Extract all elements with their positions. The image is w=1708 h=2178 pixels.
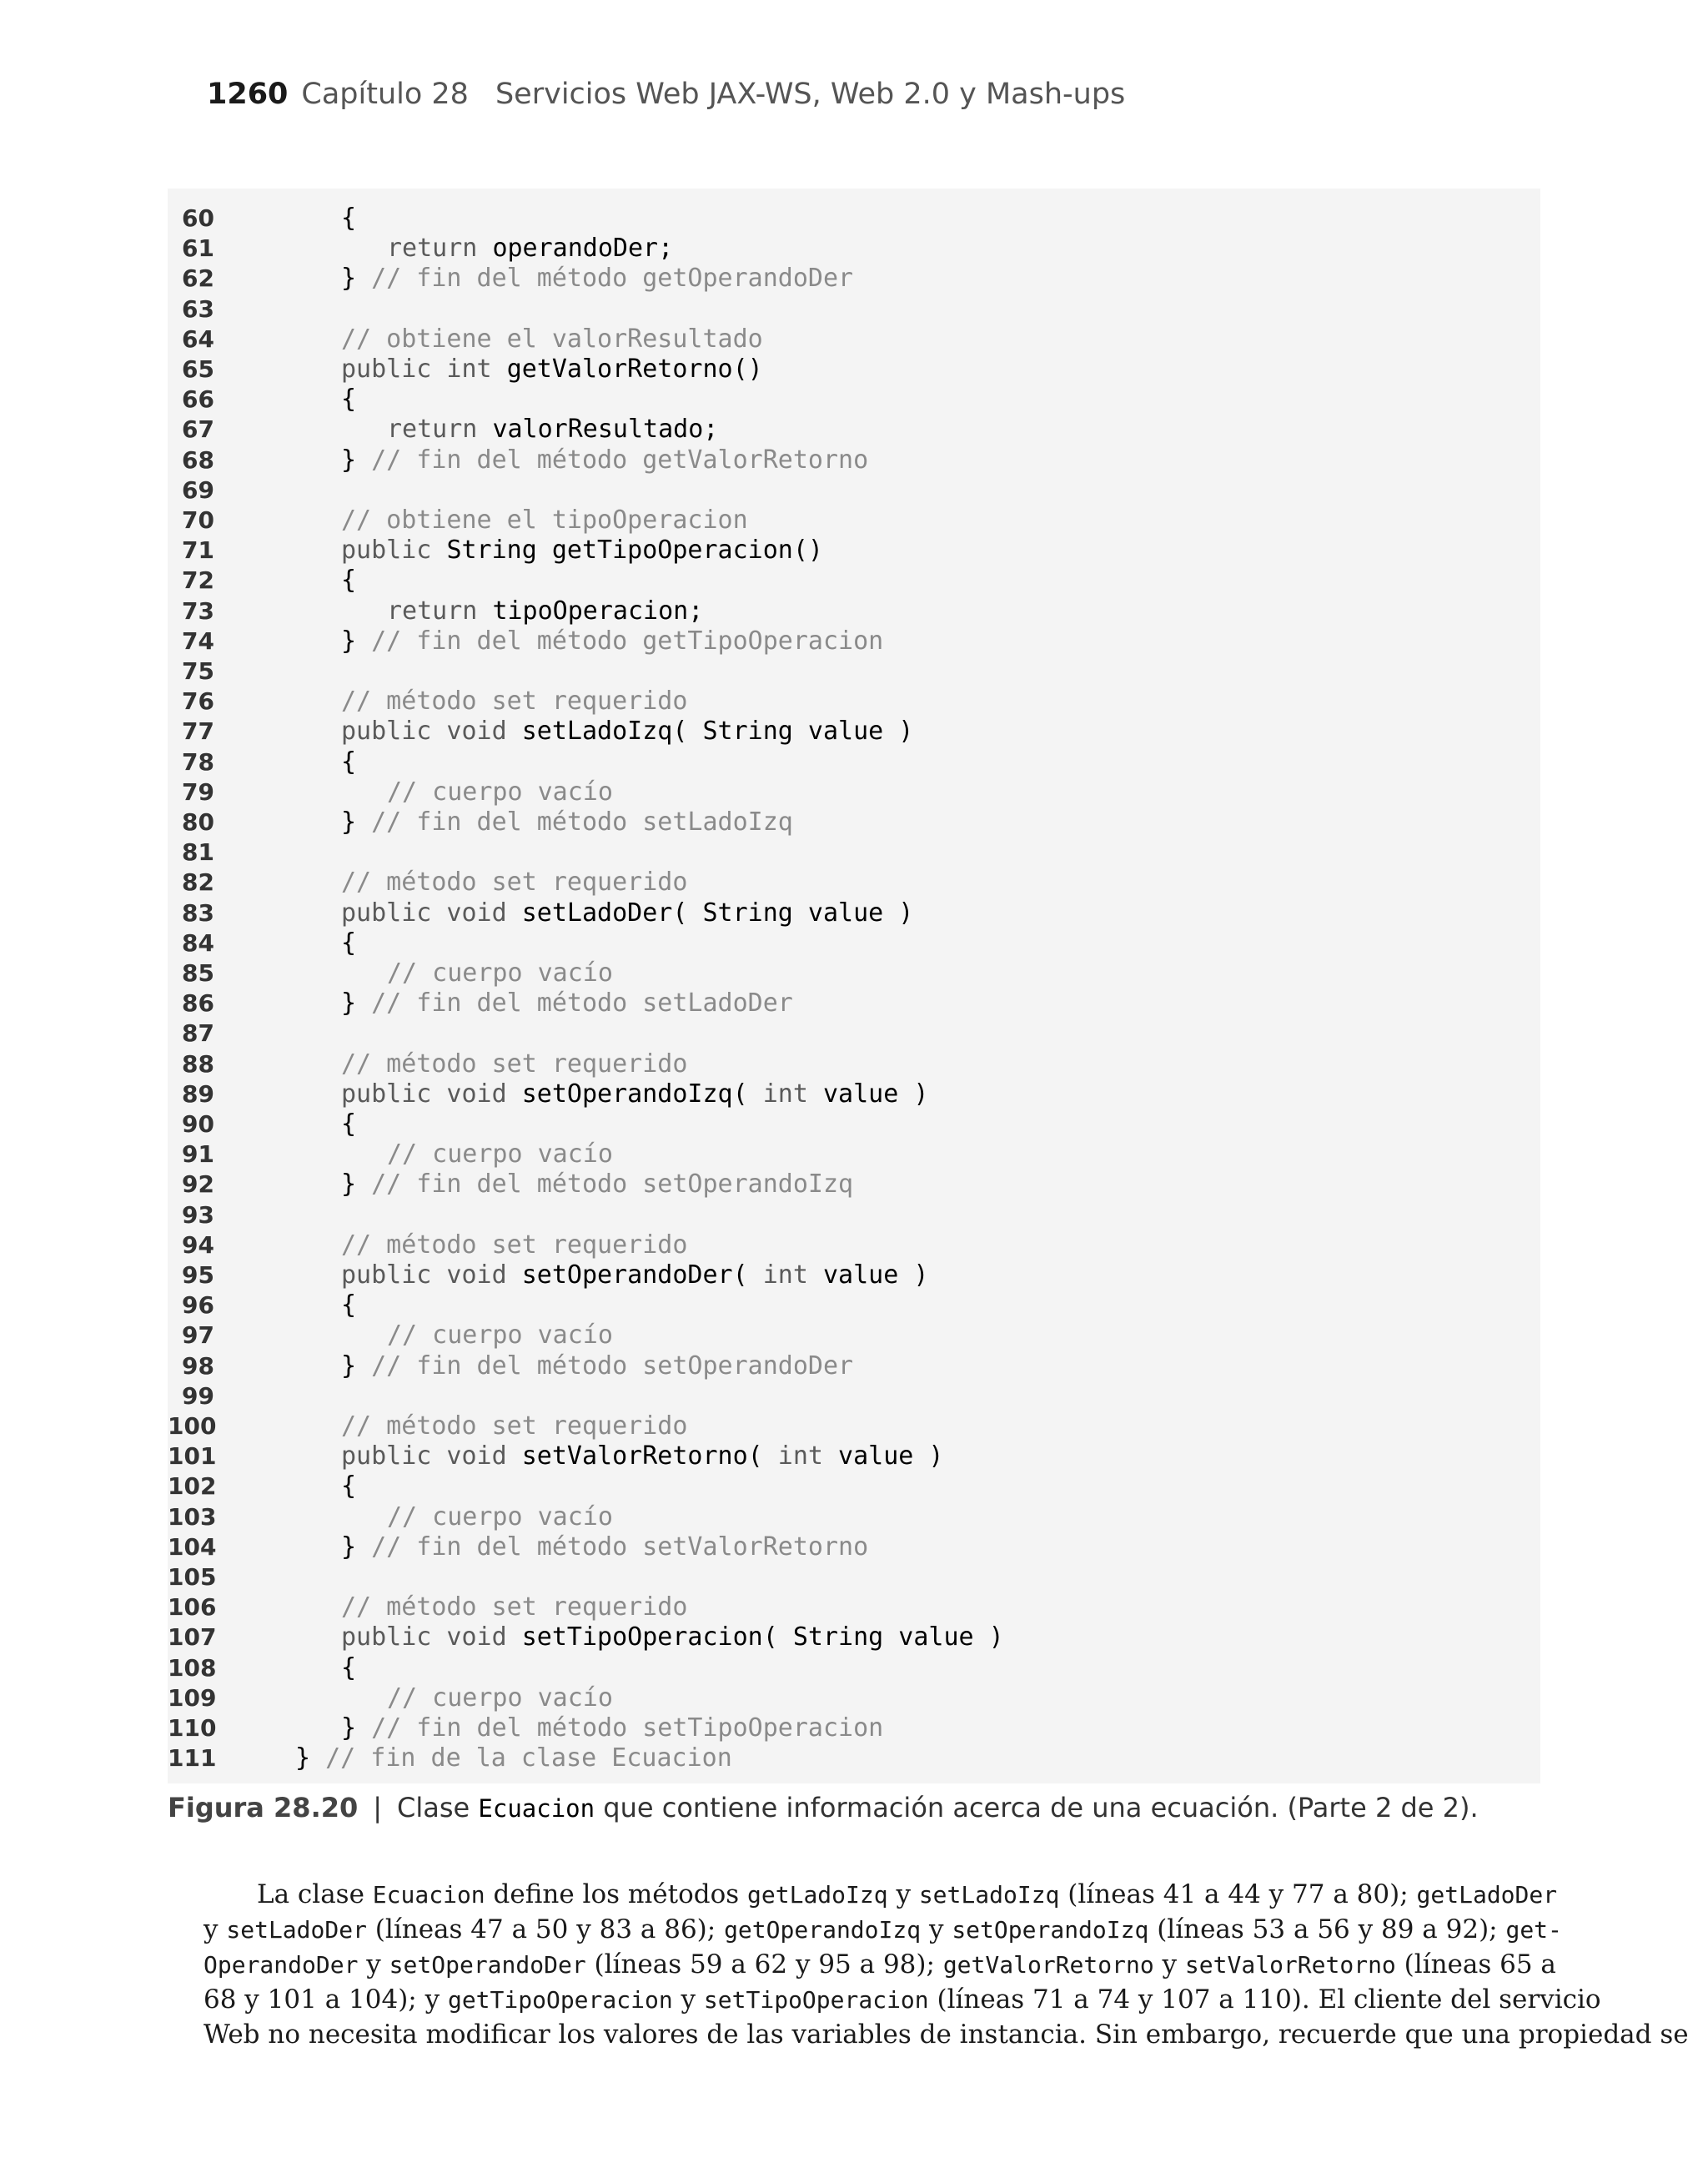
code-listing xyxy=(168,189,1540,1783)
line-number: 97 xyxy=(182,1321,214,1350)
code-token: setLadoIzq( String value ) xyxy=(521,717,914,747)
code-comment: // fin del método setValorRetorno xyxy=(371,1532,869,1562)
code-text xyxy=(341,988,793,1019)
code-comment: // fin del método setOperandoIzq xyxy=(371,1169,854,1200)
line-number: 108 xyxy=(168,1653,217,1682)
code-token: } xyxy=(341,1351,372,1381)
inline-text: y xyxy=(887,1879,919,1909)
inline-code: getLadoIzq xyxy=(747,1881,888,1909)
code-line xyxy=(168,324,1540,355)
code-line xyxy=(168,1260,1540,1290)
code-text xyxy=(387,234,673,264)
line-number: 69 xyxy=(182,475,214,504)
code-token: setTipoOperacion( String value ) xyxy=(521,1622,1004,1652)
inline-text: y xyxy=(1153,1949,1185,1979)
line-number: 98 xyxy=(182,1351,214,1380)
inline-text: (líneas 47 a 50 y 83 a 86); xyxy=(366,1914,725,1944)
code-token: setLadoDer( String value ) xyxy=(521,898,914,928)
code-token: { xyxy=(341,928,357,958)
inline-code: setLadoIzq xyxy=(918,1881,1060,1909)
code-line xyxy=(168,807,1540,837)
inline-code: setTipoOperacion xyxy=(703,1986,929,2014)
code-keyword: public void xyxy=(341,1441,522,1471)
line-number: 81 xyxy=(182,838,214,867)
line-number: 74 xyxy=(182,626,214,655)
inline-code: setOperandoIzq xyxy=(952,1916,1149,1944)
line-number: 76 xyxy=(182,687,214,716)
line-number: 100 xyxy=(168,1412,217,1440)
code-line xyxy=(168,1532,1540,1562)
inline-code: setOperandoDer xyxy=(389,1951,586,1979)
code-keyword: int xyxy=(762,1079,823,1109)
code-line xyxy=(168,1411,1540,1441)
code-comment: // cuerpo vacío xyxy=(387,958,613,988)
code-text xyxy=(341,264,853,294)
code-text xyxy=(387,596,703,626)
code-text xyxy=(341,1230,687,1260)
code-comment: // fin del método setOperandoDer xyxy=(371,1351,854,1381)
code-line xyxy=(168,1169,1540,1200)
code-text xyxy=(341,1713,883,1743)
code-line xyxy=(168,898,1540,928)
line-number: 95 xyxy=(182,1261,214,1289)
line-number: 87 xyxy=(182,1019,214,1048)
line-number: 94 xyxy=(182,1230,214,1259)
code-comment: // fin de la clase Ecuacion xyxy=(325,1743,732,1773)
code-line xyxy=(168,415,1540,445)
paragraph-line xyxy=(203,2017,1689,2052)
code-token: { xyxy=(341,566,357,596)
line-number: 60 xyxy=(182,204,214,232)
code-token: } xyxy=(341,807,372,837)
code-line xyxy=(168,687,1540,717)
line-number: 78 xyxy=(182,747,214,776)
inline-text: (líneas 59 a 62 y 95 a 98); xyxy=(585,1949,943,1979)
line-number: 92 xyxy=(182,1170,214,1199)
line-number: 93 xyxy=(182,1200,214,1229)
line-number: 72 xyxy=(182,566,214,595)
code-text xyxy=(341,626,883,656)
inline-code: getTipoOperacion xyxy=(447,1986,673,2014)
code-token: { xyxy=(341,1652,357,1683)
code-token: } xyxy=(341,626,372,656)
code-line xyxy=(168,717,1540,747)
line-number: 96 xyxy=(182,1291,214,1320)
code-text xyxy=(341,717,913,747)
code-line xyxy=(168,656,1540,687)
line-number: 99 xyxy=(182,1381,214,1410)
line-number: 71 xyxy=(182,536,214,565)
inline-text: (líneas 53 a 56 y 89 a 92); xyxy=(1148,1914,1506,1944)
code-line xyxy=(168,506,1540,536)
code-keyword: int xyxy=(762,1260,823,1290)
line-number: 101 xyxy=(168,1442,217,1471)
code-text xyxy=(387,777,613,807)
code-keyword: public void xyxy=(341,1260,522,1290)
code-text xyxy=(341,1290,356,1320)
line-number: 62 xyxy=(182,264,214,293)
code-token: String getTipoOperacion() xyxy=(446,536,823,566)
code-token: { xyxy=(341,747,357,777)
code-text xyxy=(341,687,687,717)
code-token: value ) xyxy=(822,1079,929,1109)
code-token: } xyxy=(341,988,372,1019)
code-comment: // fin del método getOperandoDer xyxy=(371,264,854,294)
code-line xyxy=(168,596,1540,626)
line-number: 90 xyxy=(182,1110,214,1138)
code-token: { xyxy=(341,204,357,233)
code-keyword: public void xyxy=(341,898,522,928)
code-text xyxy=(387,415,718,445)
code-comment: // cuerpo vacío xyxy=(387,1320,613,1351)
code-text xyxy=(341,385,356,415)
code-line xyxy=(168,1230,1540,1260)
code-text xyxy=(341,536,823,566)
code-line xyxy=(168,958,1540,988)
line-number: 111 xyxy=(168,1744,217,1773)
code-line xyxy=(168,1290,1540,1320)
inline-text: y xyxy=(672,1984,704,2015)
inline-text: La clase xyxy=(257,1879,373,1909)
code-text xyxy=(387,1502,613,1532)
line-number: 64 xyxy=(182,324,214,353)
code-comment: // método set requerido xyxy=(341,1230,688,1260)
code-token: operandoDer; xyxy=(492,234,674,264)
code-line xyxy=(168,988,1540,1019)
code-keyword: return xyxy=(387,234,493,264)
line-number: 86 xyxy=(182,989,214,1018)
line-number: 75 xyxy=(182,657,214,685)
code-text xyxy=(341,204,356,234)
code-comment: // método set requerido xyxy=(341,1411,688,1441)
code-line xyxy=(168,1441,1540,1471)
code-text xyxy=(341,566,356,596)
code-keyword: public xyxy=(341,536,447,566)
line-number: 61 xyxy=(182,234,214,263)
code-text xyxy=(341,747,356,777)
code-token: } xyxy=(341,264,372,294)
code-line xyxy=(168,475,1540,506)
line-number: 88 xyxy=(182,1049,214,1078)
code-keyword: public void xyxy=(341,1079,522,1109)
paragraph-line xyxy=(203,1982,1601,2017)
inline-text: Web no necesita modificar los valores de las variables de instancia. Sin embargo, recuerde que una propiedad se xyxy=(203,2020,1689,2050)
code-keyword: public void xyxy=(341,1622,522,1652)
line-number: 107 xyxy=(168,1623,217,1652)
code-line xyxy=(168,1653,1540,1683)
code-text xyxy=(341,1351,853,1381)
line-number: 77 xyxy=(182,717,214,746)
page-number: 1260 xyxy=(207,78,289,111)
inline-text: y xyxy=(921,1914,952,1944)
line-number: 89 xyxy=(182,1079,214,1108)
inline-code: getValorRetorno xyxy=(942,1951,1154,1979)
inline-code: setLadoDer xyxy=(226,1916,367,1944)
code-line xyxy=(168,626,1540,656)
code-line xyxy=(168,1562,1540,1592)
code-token: valorResultado; xyxy=(492,415,719,445)
code-token: tipoOperacion; xyxy=(492,596,704,626)
code-text xyxy=(341,1049,687,1079)
paragraph-line xyxy=(203,1912,1562,1947)
code-line xyxy=(168,536,1540,566)
line-number: 66 xyxy=(182,385,214,414)
code-line xyxy=(168,777,1540,807)
code-line xyxy=(168,1049,1540,1079)
code-keyword: public int xyxy=(341,355,507,384)
inline-text: (líneas 71 a 74 y 107 a 110). El cliente del servicio xyxy=(928,1984,1601,2015)
code-text xyxy=(341,1653,356,1683)
code-comment: // método set requerido xyxy=(341,687,688,717)
code-text xyxy=(341,807,793,837)
code-text xyxy=(341,1411,687,1441)
code-comment: // método set requerido xyxy=(341,1592,688,1622)
code-text xyxy=(387,958,613,988)
inline-text: y xyxy=(358,1949,389,1979)
code-text xyxy=(341,928,356,958)
inline-text: (líneas 41 a 44 y 77 a 80); xyxy=(1059,1879,1417,1909)
code-line xyxy=(168,264,1540,294)
code-comment: // obtiene el tipoOperacion xyxy=(341,506,748,535)
figure-label: Figura 28.20 xyxy=(168,1792,359,1823)
code-token: } xyxy=(341,1532,372,1562)
code-line xyxy=(168,1471,1540,1501)
body-paragraph xyxy=(203,1877,1689,2052)
code-text xyxy=(341,445,868,475)
code-line xyxy=(168,1019,1540,1049)
code-line xyxy=(168,1351,1540,1381)
code-line xyxy=(168,355,1540,385)
code-token: { xyxy=(341,1471,357,1501)
caption-separator: | xyxy=(373,1792,383,1823)
code-comment: // método set requerido xyxy=(341,868,688,898)
code-comment: // obtiene el valorResultado xyxy=(341,324,763,354)
code-line xyxy=(168,445,1540,475)
code-line xyxy=(168,566,1540,596)
code-comment: // cuerpo vacío xyxy=(387,1683,613,1713)
code-line xyxy=(168,1109,1540,1139)
code-comment: // fin del método setLadoDer xyxy=(371,988,793,1019)
code-line xyxy=(168,928,1540,958)
code-comment: // método set requerido xyxy=(341,1049,688,1079)
code-token: { xyxy=(341,1109,357,1139)
code-line xyxy=(168,1683,1540,1713)
line-number: 106 xyxy=(168,1593,217,1622)
code-comment: // cuerpo vacío xyxy=(387,1501,613,1532)
code-token: { xyxy=(341,385,357,415)
code-token: value ) xyxy=(838,1441,944,1471)
line-number: 105 xyxy=(168,1563,217,1591)
code-text xyxy=(341,1622,1004,1652)
inline-text: y xyxy=(203,1914,227,1944)
code-line xyxy=(168,1713,1540,1743)
code-keyword: return xyxy=(387,596,493,626)
inline-code: getOperandoIzq xyxy=(724,1916,922,1944)
line-number: 102 xyxy=(168,1472,217,1501)
code-text xyxy=(341,1592,687,1622)
line-number: 65 xyxy=(182,355,214,383)
code-text xyxy=(341,324,763,355)
code-text xyxy=(341,1471,356,1501)
code-line xyxy=(168,294,1540,324)
code-token: } xyxy=(295,1743,326,1773)
line-number: 73 xyxy=(182,596,214,625)
code-line xyxy=(168,1743,1540,1773)
code-comment: // cuerpo vacío xyxy=(387,777,613,807)
inline-code: getLadoDer xyxy=(1416,1881,1558,1909)
caption-class-name: Ecuacion xyxy=(478,1794,595,1823)
code-token: } xyxy=(341,445,372,475)
line-number: 79 xyxy=(182,777,214,806)
code-line xyxy=(168,1622,1540,1652)
code-comment: // fin del método setTipoOperacion xyxy=(371,1713,884,1743)
figure-caption xyxy=(168,1792,1479,1830)
code-line xyxy=(168,747,1540,777)
inline-text: (líneas 65 a xyxy=(1395,1949,1556,1979)
code-text xyxy=(341,1441,943,1471)
code-line xyxy=(168,1502,1540,1532)
line-number: 110 xyxy=(168,1714,217,1742)
code-text xyxy=(387,1320,613,1351)
code-line xyxy=(168,234,1540,264)
code-text xyxy=(341,898,913,928)
code-line xyxy=(168,1079,1540,1109)
line-number: 67 xyxy=(182,415,214,444)
code-token: { xyxy=(341,1290,357,1320)
code-token: value ) xyxy=(822,1260,929,1290)
code-comment: // fin del método getValorRetorno xyxy=(371,445,869,475)
code-comment: // fin del método getTipoOperacion xyxy=(371,626,884,656)
code-line xyxy=(168,385,1540,415)
code-text xyxy=(341,355,763,385)
line-number: 80 xyxy=(182,808,214,836)
line-number: 63 xyxy=(182,294,214,323)
code-line xyxy=(168,1320,1540,1351)
line-number: 70 xyxy=(182,506,214,534)
code-line xyxy=(168,868,1540,898)
line-number: 91 xyxy=(182,1140,214,1169)
paragraph-line xyxy=(203,1947,1556,1982)
code-token: } xyxy=(341,1169,372,1200)
code-text xyxy=(341,506,748,536)
code-line xyxy=(168,1139,1540,1169)
inline-code: setValorRetorno xyxy=(1184,1951,1396,1979)
line-number: 83 xyxy=(182,898,214,927)
running-head xyxy=(207,78,1125,119)
line-number: 85 xyxy=(182,959,214,987)
code-text xyxy=(341,1079,928,1109)
inline-text: define los métodos xyxy=(485,1879,748,1909)
code-line xyxy=(168,1381,1540,1411)
caption-text-before: Clase xyxy=(397,1792,479,1823)
line-number: 109 xyxy=(168,1683,217,1712)
code-line xyxy=(168,204,1540,234)
inline-code: OperandoDer xyxy=(203,1951,359,1979)
code-keyword: return xyxy=(387,415,493,445)
code-text xyxy=(295,1743,732,1773)
chapter-label: Capítulo 28 xyxy=(301,78,469,111)
code-token: getValorRetorno() xyxy=(506,355,763,384)
code-line xyxy=(168,837,1540,868)
code-token: setOperandoIzq( xyxy=(521,1079,763,1109)
inline-code: Ecuacion xyxy=(372,1881,485,1909)
code-text xyxy=(341,1109,356,1139)
paragraph-line xyxy=(203,1877,1558,1912)
code-keyword: public void xyxy=(341,717,522,747)
line-number: 84 xyxy=(182,928,214,957)
inline-code: get- xyxy=(1505,1916,1562,1944)
code-text xyxy=(387,1139,613,1169)
code-comment: // cuerpo vacío xyxy=(387,1139,613,1169)
code-text xyxy=(341,1260,928,1290)
inline-text: 68 y 101 a 104); y xyxy=(203,1984,448,2015)
code-keyword: int xyxy=(777,1441,839,1471)
line-number: 82 xyxy=(182,868,214,897)
code-text xyxy=(341,1532,868,1562)
chapter-title: Servicios Web JAX-WS, Web 2.0 y Mash-ups xyxy=(495,78,1126,111)
code-text xyxy=(341,868,687,898)
caption-text-after: que contiene información acerca de una ecuación. (Parte 2 de 2). xyxy=(595,1792,1479,1823)
code-line xyxy=(168,1200,1540,1230)
code-text xyxy=(387,1683,613,1713)
line-number: 68 xyxy=(182,445,214,474)
code-token: } xyxy=(341,1713,372,1743)
code-token: setOperandoDer( xyxy=(521,1260,763,1290)
line-number: 104 xyxy=(168,1532,217,1561)
code-line xyxy=(168,1592,1540,1622)
code-token: setValorRetorno( xyxy=(521,1441,778,1471)
line-number: 103 xyxy=(168,1502,217,1531)
code-text xyxy=(341,1169,853,1200)
code-comment: // fin del método setLadoIzq xyxy=(371,807,793,837)
